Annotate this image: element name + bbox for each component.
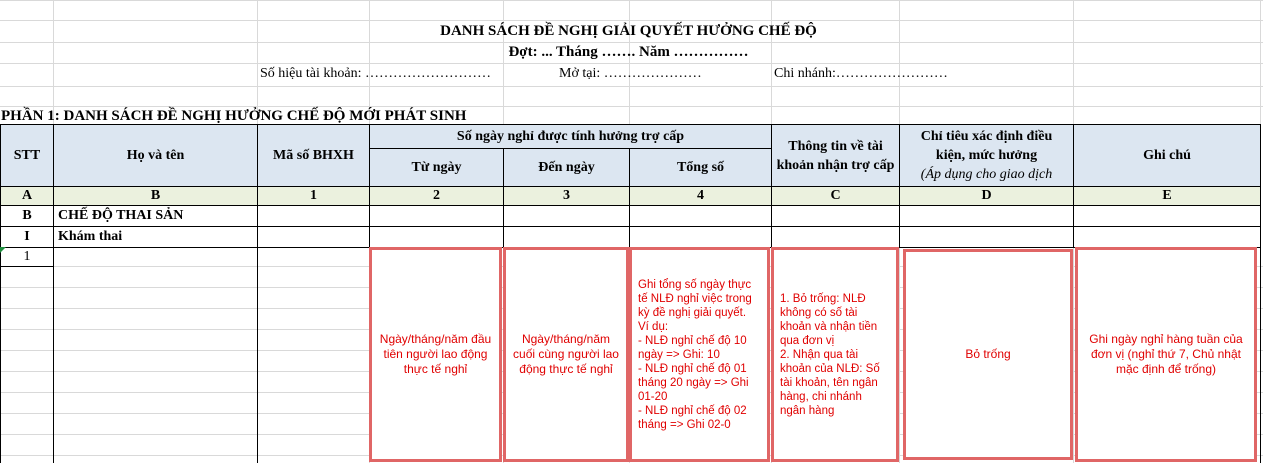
code-cell: 2	[369, 186, 504, 206]
header-criteria-sub: (Áp dụng cho giao dịch	[920, 167, 1053, 182]
cell[interactable]	[629, 205, 772, 227]
cell[interactable]	[503, 205, 630, 227]
cell[interactable]	[771, 226, 900, 248]
column-border	[257, 247, 258, 463]
header-name: Họ và tên	[53, 124, 258, 187]
cell[interactable]	[369, 226, 504, 248]
header-to-date: Đến ngày	[503, 148, 630, 187]
cell[interactable]	[503, 226, 630, 248]
code-cell: C	[771, 186, 900, 206]
row-b-label: CHẾ ĐỘ THAI SẢN	[58, 208, 184, 223]
cell[interactable]	[1073, 226, 1261, 248]
row-b-cell[interactable]	[0, 205, 54, 227]
account-number-label: Số hiệu tài khoản: ………………………	[260, 66, 491, 81]
header-from-date: Từ ngày	[369, 148, 504, 187]
cell[interactable]	[257, 226, 370, 248]
header-stt: STT	[0, 124, 54, 187]
row-i-label: Khám thai	[58, 229, 123, 244]
code-cell: A	[0, 186, 54, 206]
row-border	[0, 266, 54, 267]
opened-at-label: Mở tại: …………………	[559, 66, 702, 81]
header-criteria-label: Chỉ tiêu xác định điều kiện, mức hưởng	[920, 129, 1053, 163]
annotation-account: 1. Bỏ trống: NLĐ không có số tài khoản và nhận tiền qua đơn vị 2. Nhận qua tài khoản của NLĐ: Số tài khoản, tên ngân hàng, chi nhánh ngân hàng	[771, 247, 899, 462]
column-border	[53, 247, 54, 463]
period-line: Đợt: ... Tháng ……. Năm ……………	[508, 44, 749, 60]
code-cell: B	[53, 186, 258, 206]
code-cell: E	[1073, 186, 1261, 206]
cell[interactable]	[1073, 205, 1261, 227]
annotation-to-date: Ngày/tháng/năm cuối cùng người lao động thực tế nghỉ	[503, 247, 629, 462]
code-cell: 4	[629, 186, 772, 206]
cell[interactable]	[257, 205, 370, 227]
row-b-code: B	[22, 208, 32, 223]
annotation-total: Ghi tổng số ngày thực tế NLĐ nghỉ việc trong kỳ đề nghị giải quyết. Ví dụ: - NLĐ nghỉ chế độ 10 ngày => Ghi: 10 - NLĐ nghỉ chế độ 01 tháng 20 ngày => Ghi 01-20 - NLĐ nghỉ chế độ 02 tháng => Ghi 02-0	[629, 247, 770, 462]
cell[interactable]	[899, 205, 1074, 227]
header-days-group: Số ngày nghỉ được tính hưởng trợ cấp	[369, 124, 772, 149]
row-b-label-cell[interactable]	[53, 205, 258, 227]
header-bhxh: Mã số BHXH	[257, 124, 370, 187]
row-i-code: I	[24, 229, 30, 244]
code-cell: 1	[257, 186, 370, 206]
code-cell: 3	[503, 186, 630, 206]
row-i-cell[interactable]	[0, 226, 54, 248]
header-account-info: Thông tin về tài khoản nhận trợ cấp	[771, 124, 900, 187]
code-cell: D	[899, 186, 1074, 206]
row-i-label-cell[interactable]	[53, 226, 258, 248]
cell[interactable]	[771, 205, 900, 227]
annotation-criteria: Bỏ trống	[903, 249, 1073, 460]
header-criteria	[899, 124, 1074, 187]
cell[interactable]	[369, 205, 504, 227]
branch-label: Chi nhánh:……………………	[774, 66, 948, 81]
cell[interactable]	[899, 226, 1074, 248]
annotation-notes: Ghi ngày nghỉ hàng tuần của đơn vị (nghỉ thứ 7, Chủ nhật mặc định để trống)	[1075, 247, 1257, 462]
header-notes: Ghi chú	[1073, 124, 1261, 187]
cell[interactable]	[629, 226, 772, 248]
header-total: Tổng số	[629, 148, 772, 187]
annotation-from-date: Ngày/tháng/năm đầu tiên người lao động thực tế nghỉ	[369, 247, 502, 462]
section-title: PHẦN 1: DANH SÁCH ĐỀ NGHỊ HƯỞNG CHẾ ĐỘ MỚI PHÁT SINH	[1, 108, 467, 124]
document-title: DANH SÁCH ĐỀ NGHỊ GIẢI QUYẾT HƯỞNG CHẾ ĐỘ	[440, 23, 817, 39]
row-index[interactable]: 1	[23, 249, 31, 264]
